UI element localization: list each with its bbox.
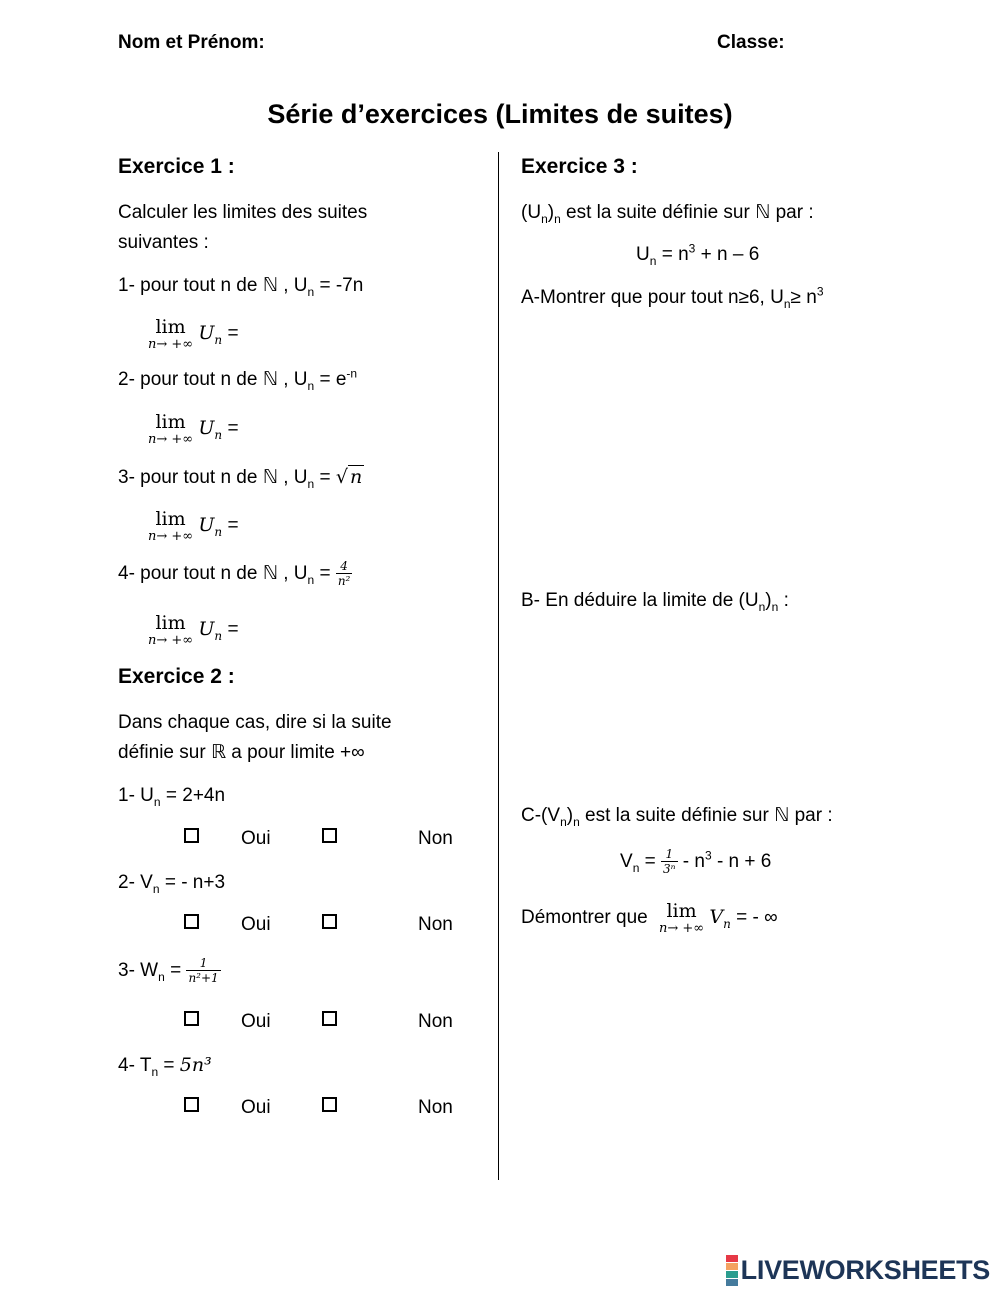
exercise-3-definition: $(U_n)_n$ est la suite définie sur ℕ par : [521, 202, 814, 226]
page-title: Série d’exercices (Limites de suites) [267, 99, 733, 129]
item-3-no-label: Non [418, 1011, 453, 1032]
exercise-3-prove: Démontrer que lim n→ +∞ $V_n$ = - ∞ [521, 900, 778, 936]
item-2-no-label: Non [418, 914, 453, 935]
item-3-yes-checkbox[interactable] [184, 1011, 199, 1026]
item-1-yes-label: Oui [241, 828, 271, 849]
exercise-1-limit-2: lim n→ +∞ $U_n$ = [148, 411, 239, 447]
item-4-no-label: Non [418, 1097, 453, 1118]
exercise-2-item-2: 2- $V_n$ = - n+3 [118, 872, 226, 896]
item-3-yes-label: Oui [241, 1011, 271, 1032]
item-2-yes-checkbox[interactable] [184, 914, 199, 929]
exercise-1-item-3: 3- pour tout n de ℕ , $U_n$ = √ n [118, 466, 363, 491]
exercise-3-part-b: B- En déduire la limite de $(U_n)_n$ : [521, 590, 789, 614]
exercise-1-heading: Exercice 1 : [118, 155, 235, 178]
item-1-no-label: Non [418, 828, 453, 849]
item-4-yes-label: Oui [241, 1097, 271, 1118]
class-label: Classe: [717, 32, 785, 53]
logo-block-1 [726, 1255, 738, 1262]
exercise-3-formula-u: $U_n = n^3 + n - 6$ [636, 241, 760, 268]
exercise-1-limit-3: lim n→ +∞ $U_n$ = [148, 508, 239, 544]
item-2-no-checkbox[interactable] [322, 914, 337, 929]
exercise-1-item-4: 4- pour tout n de ℕ , $U_n$ = $\frac{4}{\text{n²}}$ [118, 559, 351, 588]
name-label: Nom et Prénom: [118, 32, 265, 53]
exercise-1-item-1: 1- pour tout n de ℕ , $U_n = -7n$ [118, 275, 364, 299]
item-2-yes-label: Oui [241, 914, 271, 935]
column-divider [498, 152, 499, 1180]
item-4-no-checkbox[interactable] [322, 1097, 337, 1112]
logo-text: LIVEWORKSHEETS [740, 1254, 990, 1285]
exercise-1-intro-line2: suivantes : [118, 232, 209, 253]
liveworksheets-logo [726, 1253, 990, 1287]
item-1-no-checkbox[interactable] [322, 828, 337, 843]
item-3-no-checkbox[interactable] [322, 1011, 337, 1026]
exercise-2-item-4: 4- $T_n = 5n^3$ [118, 1054, 212, 1079]
exercise-3-heading: Exercice 3 : [521, 155, 638, 178]
exercise-1-limit-4: lim n→ +∞ $U_n$ = [148, 612, 239, 648]
exercise-2-item-3: 3- $W_n$ = $\frac{1}{\text{n²+1}}$ [118, 956, 219, 985]
exercise-1-intro-line1: Calculer les limites des suites [118, 202, 368, 223]
item-4-yes-checkbox[interactable] [184, 1097, 199, 1112]
exercise-1-item-2: 2- pour tout n de ℕ , $U_n = e^{-n}$ [118, 366, 358, 393]
exercise-2-heading: Exercice 2 : [118, 665, 235, 688]
logo-block-3 [726, 1271, 738, 1278]
exercise-3-part-a: A-Montrer que pour tout n≥6, $U_n\ge n^3$ [521, 284, 824, 311]
exercise-2-intro-line1: Dans chaque cas, dire si la suite [118, 712, 392, 733]
logo-block-2 [726, 1263, 738, 1270]
exercise-3-part-c: $C-(V_n)_n$ est la suite définie sur ℕ par : [521, 805, 833, 829]
item-1-yes-checkbox[interactable] [184, 828, 199, 843]
exercise-3-formula-v: $V_n$ = $\frac{1}{\text{3ⁿ}}$ - $n^3 - n + 6$ [620, 847, 772, 876]
exercise-1-limit-1: lim n→ +∞ $U_n$ = [148, 316, 239, 352]
exercise-2-item-1: 1- $U_n = 2+4n$ [118, 785, 226, 809]
exercise-2-intro-line2: définie sur ℝ a pour limite +∞ [118, 742, 365, 763]
logo-mark-icon [726, 1255, 738, 1286]
logo-block-4 [726, 1279, 738, 1286]
